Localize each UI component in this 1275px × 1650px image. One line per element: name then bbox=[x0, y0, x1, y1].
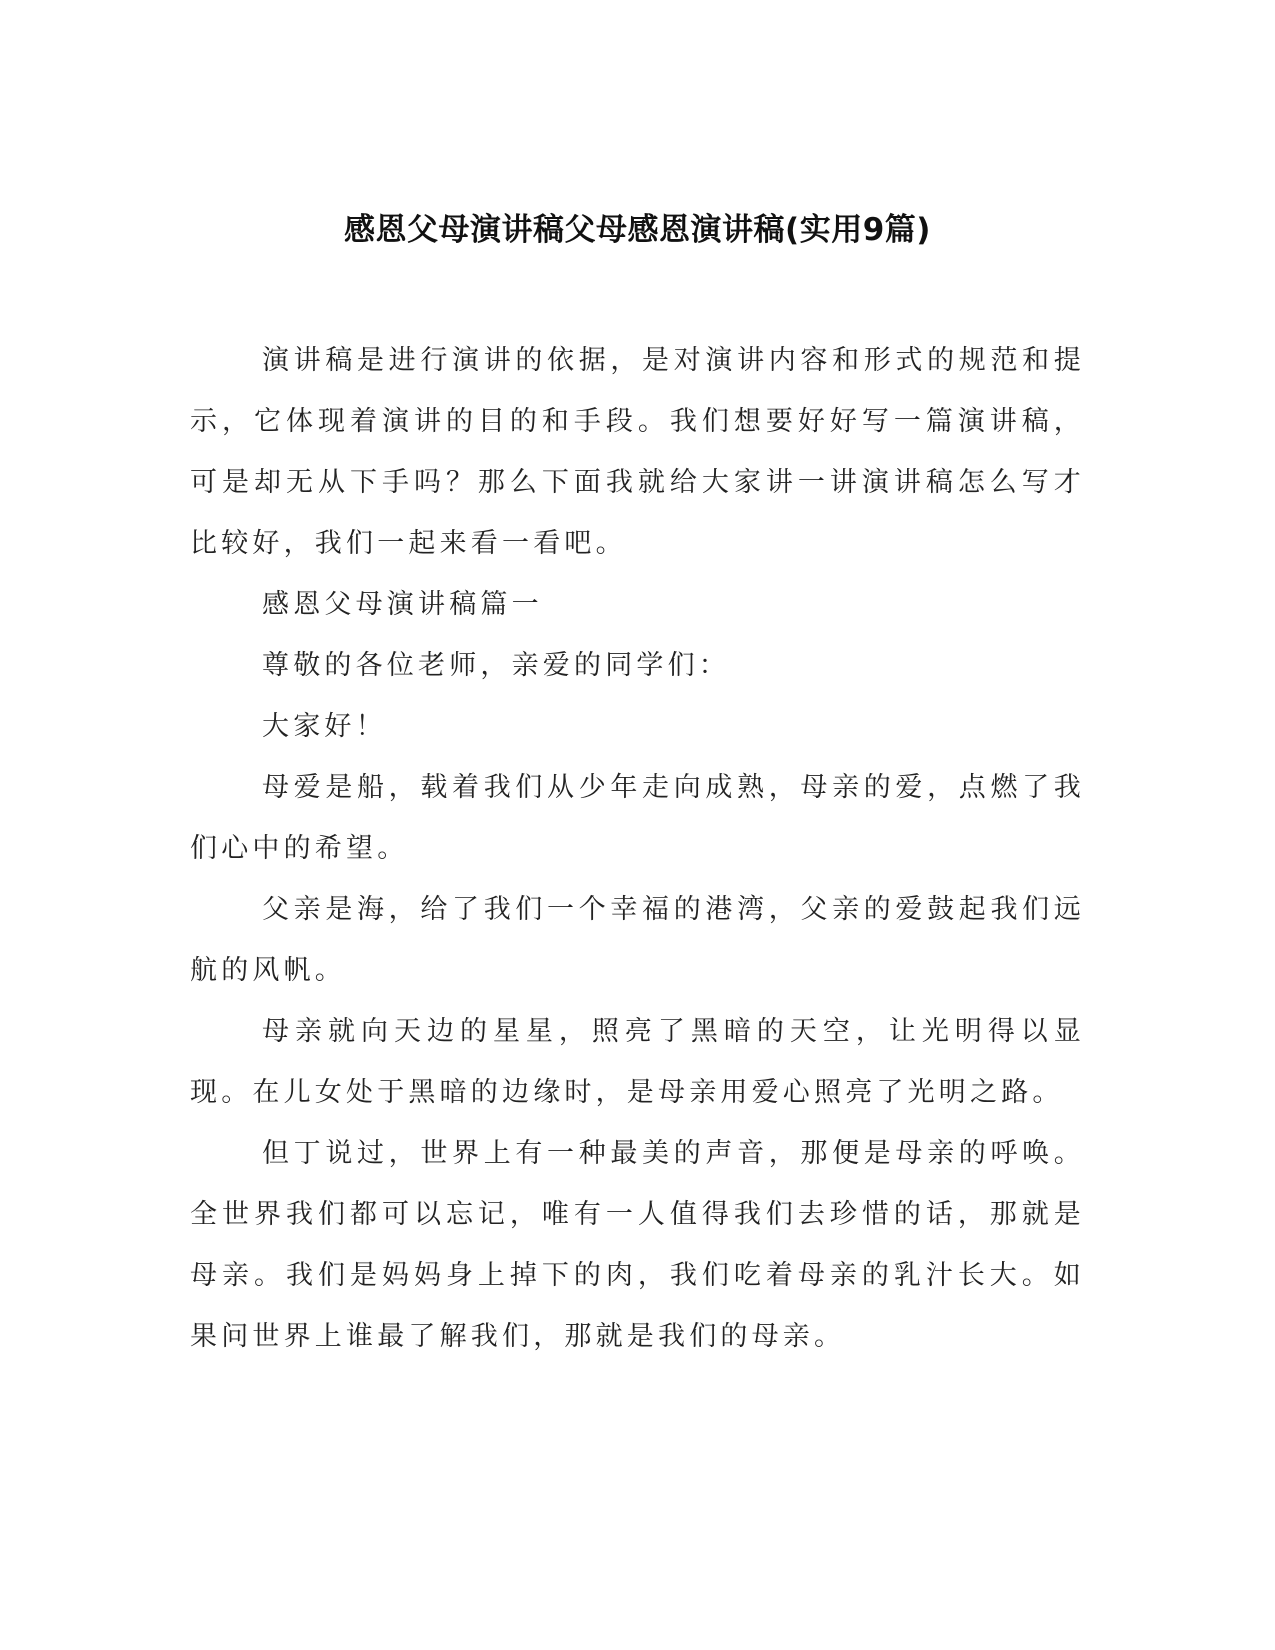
document-title: 感恩父母演讲稿父母感恩演讲稿(实用9篇) bbox=[344, 212, 931, 248]
body-paragraph: 但丁说过，世界上有一种最美的声音，那便是母亲的呼唤。全世界我们都可以忘记，唯有一人值得我们去珍惜的话，那就是母亲。我们是妈妈身上掉下的肉，我们吃着母亲的乳汁长大。如果问世界上谁最了解我们，那就是我们的母亲。 bbox=[190, 1138, 1085, 1352]
greeting: 大家好！ bbox=[262, 711, 387, 742]
document-body bbox=[190, 330, 1085, 1367]
body-paragraph: 父亲是海，给了我们一个幸福的港湾，父亲的爱鼓起我们远航的风帆。 bbox=[190, 894, 1085, 986]
section-heading: 感恩父母演讲稿篇一 bbox=[262, 589, 543, 620]
body-paragraph: 母爱是船，载着我们从少年走向成熟，母亲的爱，点燃了我们心中的希望。 bbox=[190, 772, 1085, 864]
salutation: 尊敬的各位老师，亲爱的同学们： bbox=[262, 650, 730, 681]
intro-paragraph: 演讲稿是进行演讲的依据，是对演讲内容和形式的规范和提示，它体现着演讲的目的和手段。我们想要好好写一篇演讲稿，可是却无从下手吗？那么下面我就给大家讲一讲演讲稿怎么写才比较好，我们一起来看一看吧。 bbox=[190, 345, 1085, 559]
body-paragraph: 母亲就向天边的星星，照亮了黑暗的天空，让光明得以显现。在儿女处于黑暗的边缘时，是母亲用爱心照亮了光明之路。 bbox=[190, 1016, 1085, 1108]
